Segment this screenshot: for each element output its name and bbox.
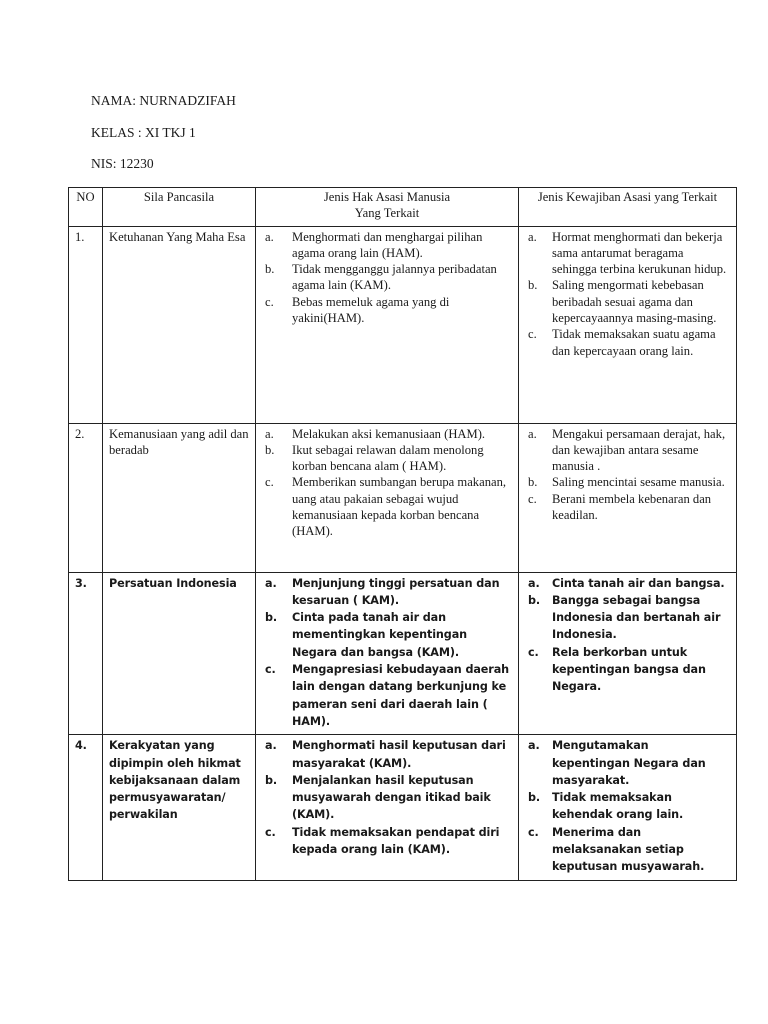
header-hak: Jenis Hak Asasi Manusia Yang Terkait — [256, 188, 519, 227]
hak-list-cell — [256, 226, 519, 423]
table-row — [69, 572, 737, 735]
list-item — [525, 229, 730, 278]
list-item-text: Saling mengormati kebebasan beribadah sesuai agama dan kepercayaannya masing-masing. — [552, 278, 717, 326]
list-item — [262, 661, 512, 730]
list-item-text: Menghormati hasil keputusan dari masyarakat (KAM). — [292, 739, 506, 770]
student-name: NAMA: NURNADZIFAH — [91, 93, 236, 108]
hak-list-cell — [256, 572, 519, 735]
kewajiban-list — [525, 575, 730, 696]
table-row — [69, 423, 737, 572]
hak-list-cell — [256, 423, 519, 572]
list-item-text: Cinta tanah air dan bangsa. — [552, 576, 725, 590]
list-marker: b. — [528, 791, 541, 805]
hak-list — [262, 229, 512, 327]
list-marker: a. — [528, 229, 537, 244]
row-number: 1. — [69, 226, 103, 423]
list-marker: a. — [528, 576, 540, 590]
kewajiban-list-cell — [519, 423, 737, 572]
list-item — [525, 575, 730, 592]
list-marker: b. — [265, 611, 278, 625]
kewajiban-list-cell — [519, 735, 737, 880]
list-marker: c. — [528, 645, 539, 659]
list-item — [262, 261, 512, 294]
list-item-text: Memberikan sumbangan berupa makanan, uang atau pakaian sebagai wujud kemanusiaan kepada korban bencana (HAM). — [292, 475, 507, 539]
list-item — [525, 789, 730, 824]
list-item-text: Menerima dan melaksanakan setiap keputusan musyawarah. — [552, 825, 705, 874]
list-marker: b. — [265, 773, 278, 787]
list-item-text: Menjunjung tinggi persatuan dan kesaruan ( KAM). — [292, 576, 500, 607]
list-marker: a. — [265, 576, 277, 590]
list-marker: a. — [528, 739, 540, 753]
header-kewajiban: Jenis Kewajiban Asasi yang Terkait — [519, 188, 737, 227]
list-marker: b. — [265, 262, 275, 277]
list-item-text: Tidak memaksakan suatu agama dan kepercayaan orang lain. — [552, 327, 716, 358]
list-item-text: Tidak mengganggu jalannya peribadatan agama lain (KAM). — [292, 262, 497, 293]
list-item-text: Rela berkorban untuk kepentingan bangsa dan Negara. — [552, 645, 706, 694]
list-item-text: Bangga sebagai bangsa Indonesia dan bertanah air Indonesia. — [552, 593, 721, 642]
list-item — [262, 474, 512, 539]
list-item — [262, 609, 512, 661]
list-marker: c. — [265, 475, 274, 490]
student-nis: NIS: 12230 — [91, 156, 154, 171]
hak-list — [262, 575, 512, 731]
list-item-text: Mengapresiasi kebudayaan daerah lain dengan datang berkunjung ke pameran seni dari daerah lain ( HAM). — [292, 663, 510, 728]
list-item — [262, 737, 512, 772]
list-item-text: Tidak memaksakan pendapat diri kepada orang lain (KAM). — [292, 825, 500, 857]
list-item — [525, 592, 730, 644]
list-item — [525, 474, 730, 490]
list-item — [525, 426, 730, 475]
kewajiban-list — [525, 426, 730, 524]
sila-name: Ketuhanan Yang Maha Esa — [103, 226, 256, 423]
list-item-text: Melakukan aksi kemanusiaan (HAM). — [292, 426, 486, 441]
header-no: NO — [69, 188, 103, 227]
list-marker: a. — [265, 229, 274, 244]
list-item-text: Ikut sebagai relawan dalam menolong korban bencana alam ( HAM). — [292, 442, 484, 474]
row-number: 4. — [69, 735, 103, 880]
list-item-text: Saling mencintai sesame manusia. — [552, 475, 725, 490]
list-item — [525, 277, 730, 326]
list-item — [525, 824, 730, 876]
list-marker: a. — [265, 426, 274, 441]
list-item-text: Menghormati dan menghargai pilihan agama orang lain (HAM). — [292, 229, 483, 260]
list-marker: b. — [528, 278, 538, 293]
list-marker: c. — [528, 327, 537, 342]
list-item — [262, 772, 512, 824]
list-marker: b. — [528, 475, 538, 490]
sila-name: Kemanusiaan yang adil dan beradab — [103, 423, 256, 572]
list-marker: c. — [265, 825, 276, 839]
list-item-text: Cinta pada tanah air dan mementingkan kepentingan Negara dan bangsa (KAM). — [292, 611, 468, 659]
list-marker: c. — [528, 825, 539, 839]
student-class: KELAS : XI TKJ 1 — [91, 125, 196, 140]
list-marker: b. — [265, 442, 275, 457]
list-item — [262, 426, 512, 442]
list-marker: c. — [528, 491, 537, 506]
row-number: 2. — [69, 423, 103, 572]
hak-list-cell — [256, 735, 519, 880]
table-row — [69, 226, 737, 423]
pancasila-table — [68, 187, 737, 881]
sila-name: Persatuan Indonesia — [103, 572, 256, 735]
kewajiban-list — [525, 229, 730, 359]
list-item — [262, 229, 512, 262]
list-item-text: Mengutamakan kepentingan Negara dan masyarakat. — [552, 739, 706, 787]
list-marker: c. — [265, 294, 274, 309]
list-item — [525, 644, 730, 696]
list-item — [262, 442, 512, 475]
list-marker: c. — [265, 663, 276, 677]
list-item-text: Menjalankan hasil keputusan musyawarah dengan itikad baik (KAM). — [292, 773, 491, 822]
list-item — [262, 294, 512, 327]
list-item-text: Tidak memaksakan kehendak orang lain. — [552, 791, 684, 822]
row-number: 3. — [69, 572, 103, 735]
list-item — [525, 326, 730, 359]
kewajiban-list — [525, 737, 730, 875]
list-marker: a. — [528, 426, 537, 441]
list-marker: b. — [528, 593, 541, 607]
hak-list — [262, 737, 512, 858]
list-item — [525, 491, 730, 524]
table-header-row — [69, 188, 737, 227]
hak-list — [262, 426, 512, 540]
list-item — [262, 575, 512, 610]
list-item — [262, 824, 512, 859]
list-item-text: Hormat menghormati dan bekerja sama antarumat beragama sehingga terbina kerukunan hidup. — [552, 229, 727, 277]
list-item-text: Bebas memeluk agama yang di yakini(HAM). — [292, 294, 450, 326]
sila-name: Kerakyatan yang dipimpin oleh hikmat kebijaksanaan dalam permusyawaratan/ perwakilan — [103, 735, 256, 880]
table-row — [69, 735, 737, 880]
list-marker: a. — [265, 739, 277, 753]
list-item-text: Berani membela kebenaran dan keadilan. — [552, 491, 712, 523]
kewajiban-list-cell — [519, 572, 737, 735]
header-sila: Sila Pancasila — [103, 188, 256, 227]
kewajiban-list-cell — [519, 226, 737, 423]
list-item-text: Mengakui persamaan derajat, hak, dan kewajiban antara sesame manusia . — [552, 426, 726, 474]
list-item — [525, 737, 730, 789]
